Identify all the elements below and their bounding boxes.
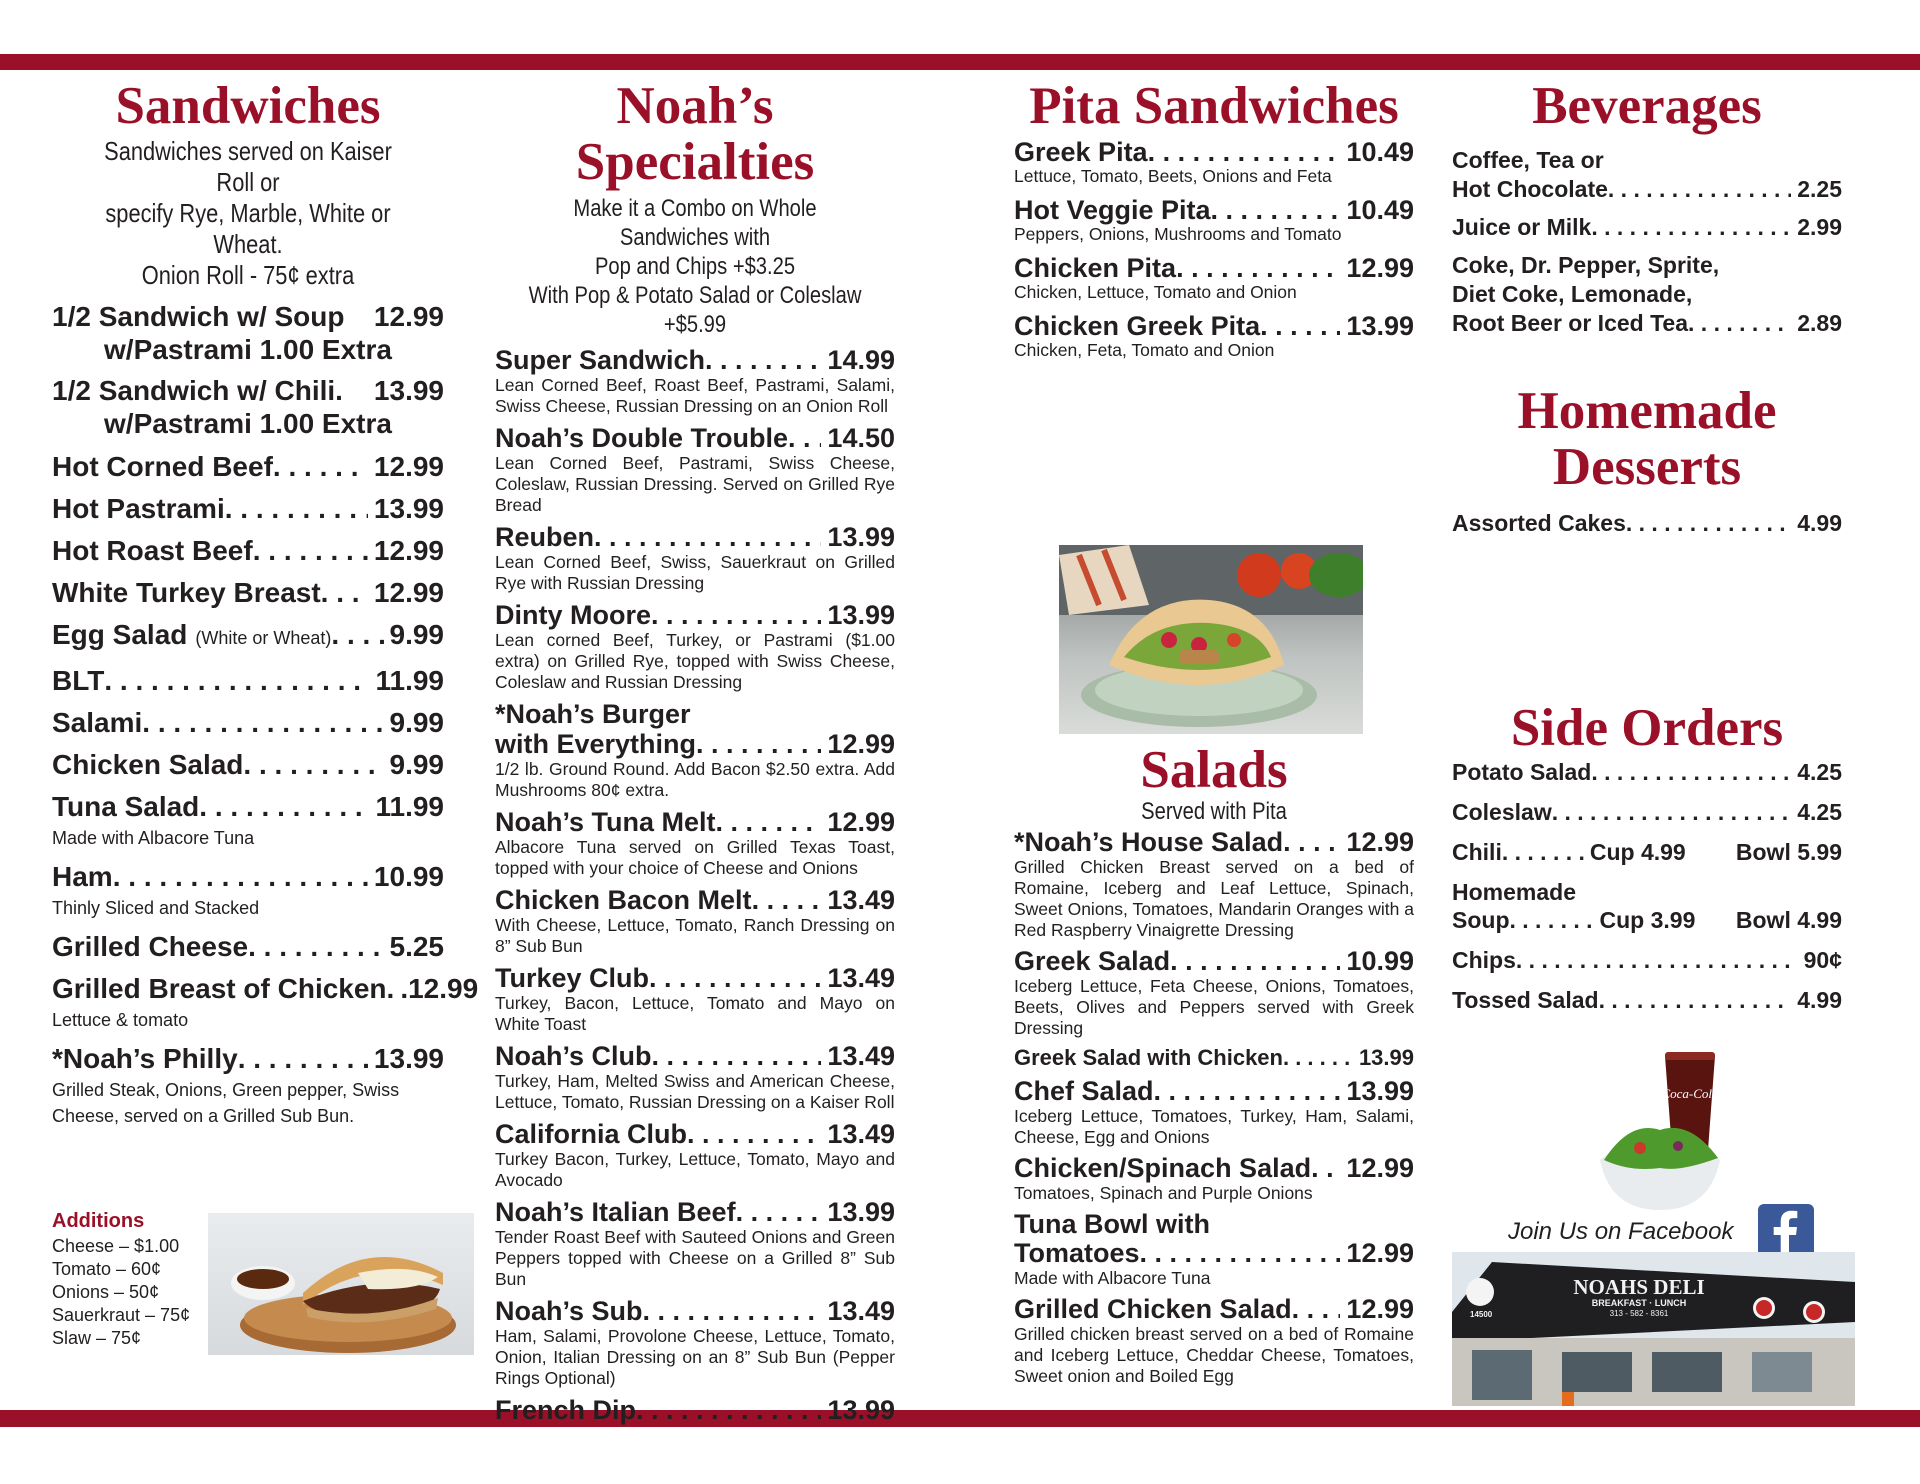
menu-item-price: 12.99: [1346, 253, 1414, 283]
menu-item-price: 9.99: [389, 707, 444, 738]
menu-item-description: Tomatoes, Spinach and Purple Onions: [1014, 1183, 1313, 1203]
menu-item: [52, 534, 444, 567]
leader-dots: [253, 534, 368, 567]
menu-item-price: 13.99: [1358, 1045, 1414, 1070]
menu-item-description: Turkey, Ham, Melted Swiss and American Cheese, Lettuce, Tomato, Russian Dressing on a Kaiser Roll: [495, 1071, 895, 1112]
leader-dots: [643, 1296, 822, 1326]
menu-item-name: Chicken/Spinach Salad: [1014, 1153, 1312, 1183]
menu-item-description: Grilled Chicken Breast served on a bed of Romaine, Iceberg and Leaf Lettuce, Spinach, Sweet Onions, Tomatoes, Mandarin Oranges with a Red Raspberry Vinaigrette Dressing: [1014, 857, 1414, 940]
menu-item: [52, 618, 444, 655]
dessert-item-cakes: Assorted Cakes . . . 4.99: [1452, 509, 1842, 537]
menu-item-name: Noah’s Double Trouble: [495, 423, 789, 453]
pita-photo: [1059, 545, 1363, 734]
menu-item-name: Reuben: [495, 522, 595, 552]
side-item-chips: Chips . . . 90¢: [1452, 946, 1842, 974]
menu-item-description: Grilled chicken breast served on a bed of Romaine and Iceberg Lettuce, Cheddar Cheese, Tomatoes, Sweet onion and Boiled Egg: [1014, 1324, 1414, 1386]
menu-item: [52, 930, 444, 963]
beverages-title: Beverages: [1532, 77, 1762, 135]
menu-item-price: 9.99: [389, 619, 444, 650]
menu-item: [1014, 254, 1414, 302]
salads-section: [1014, 742, 1414, 1387]
menu-item-price: 13.49: [827, 1296, 895, 1326]
menu-item: [52, 450, 444, 483]
leader-dots: [238, 1042, 368, 1075]
menu-item-name: Greek Salad with Chicken: [1014, 1045, 1283, 1070]
menu-item-name: *Noah’s Burger: [495, 699, 691, 729]
menu-item-price: 13.49: [827, 1041, 895, 1071]
menu-item-description: 1/2 lb. Ground Round. Add Bacon $2.50 extra. Add Mushrooms 80¢ extra.: [495, 759, 895, 800]
menu-item: [495, 807, 895, 879]
pita-title: Pita Sandwiches: [1029, 77, 1399, 135]
menu-item-price: 9.99: [389, 749, 444, 780]
side-item-tossed-salad: Tossed Salad . . . 4.99: [1452, 986, 1842, 1014]
desserts-title-line1: Homemade: [1517, 382, 1777, 440]
menu-item-price: 13.49: [827, 963, 895, 993]
menu-item-name: Chef Salad: [1014, 1076, 1154, 1106]
leader-dots: [696, 729, 821, 759]
side-item-coleslaw: Coleslaw . . . 4.25: [1452, 798, 1842, 826]
menu-item: [495, 345, 895, 417]
menu-item-price: 12.99: [1346, 1153, 1414, 1183]
menu-item: [495, 600, 895, 693]
leader-dots: [1176, 254, 1340, 282]
menu-item: [52, 748, 444, 781]
menu-item: [495, 423, 895, 516]
salads-title: Salads: [1140, 741, 1288, 799]
menu-item-price: 5.25: [389, 931, 444, 962]
specialties-list: [495, 345, 895, 1425]
menu-item-price: 13.99: [373, 493, 444, 524]
side-item-chili: Chili . . . Cup 4.99 Bowl 5.99: [1452, 838, 1842, 866]
leader-dots: [1148, 138, 1341, 166]
menu-item-description: With Cheese, Lettuce, Tomato, Ranch Dressing on 8” Sub Bun: [495, 915, 895, 956]
additions: Additions Cheese – $1.00 Tomato – 60¢ Onions – 50¢ Sauerkraut – 75¢ Slaw – 75¢: [52, 1210, 191, 1348]
menu-item-description: Iceberg Lettuce, Feta Cheese, Onions, Tomatoes, Beets, Olives and Peppers served with Greek Dressing: [1014, 976, 1414, 1038]
menu-item-name: Hot Pastrami: [52, 493, 225, 524]
leader-dots: [1311, 1154, 1340, 1183]
storefront-photo: [1452, 1252, 1855, 1406]
menu-item-price: 13.99: [373, 1043, 444, 1074]
leader-dots: [199, 790, 369, 823]
sandwiches-subtitle: Sandwiches served on Kaiser Roll or specify Rye, Marble, White or Wheat. Onion Roll - 75¢ extra: [104, 136, 392, 290]
leader-dots: [331, 618, 383, 651]
menu-item-description: Lettuce & tomato: [52, 1010, 189, 1030]
leader-dots: [594, 522, 821, 552]
menu-item: [1014, 1045, 1414, 1071]
menu-item-price: 13.49: [827, 885, 895, 915]
specialties-subtitle: Make it a Combo on Whole Sandwiches with Pop and Chips +$3.25 With Pop & Potato Salad or Coleslaw +$5.99: [528, 195, 862, 338]
menu-item-name: Chicken Bacon Melt: [495, 885, 752, 915]
menu-item-name: Ham: [52, 861, 113, 892]
menu-item: [495, 522, 895, 594]
menu-item-price: 12.99: [373, 535, 444, 566]
leader-dots: [705, 345, 821, 375]
menu-item: [52, 664, 444, 697]
salads-list: [1014, 828, 1414, 1387]
menu-item: [52, 790, 444, 851]
menu-item-description: Albacore Tuna served on Grilled Texas Toast, topped with your choice of Cheese and Onions: [495, 837, 895, 878]
menu-item-price: 13.99: [827, 1197, 895, 1227]
menu-item: [52, 972, 479, 1033]
menu-item-price: 10.49: [1346, 137, 1414, 167]
menu-item-name: Noah’s Tuna Melt: [495, 807, 716, 837]
menu-item-name: Noah’s Italian Beef: [495, 1197, 736, 1227]
menu-item: [52, 576, 444, 609]
menu-item: [495, 699, 895, 801]
sandwiches-title: Sandwiches: [115, 77, 381, 135]
menu-item-name: Noah’s Sub: [495, 1296, 643, 1326]
menu-item-description: Chicken, Lettuce, Tomato and Onion: [1014, 282, 1297, 302]
leader-dots: [104, 664, 369, 697]
menu-item-name: Greek Pita: [1014, 137, 1148, 167]
svg-text:Coca-Cola: Coca-Cola: [1661, 1086, 1719, 1101]
menu-item: [1014, 312, 1414, 360]
leader-dots: [321, 576, 368, 609]
menu-item-price: 12.99: [1346, 1238, 1414, 1268]
menu-item-description: Made with Albacore Tuna: [52, 828, 255, 848]
leader-dots: [113, 860, 368, 893]
menu-item-price: 12.99: [1346, 827, 1414, 857]
menu-item-name: White Turkey Breast: [52, 577, 321, 608]
leader-dots: [243, 748, 383, 781]
menu-item: [52, 492, 444, 525]
leader-dots: [1283, 1045, 1353, 1071]
menu-item-description: Ham, Salami, Provolone Cheese, Lettuce, Tomato, Onion, Italian Dressing on an 8” Sub Bun (Pepper Rings Optional): [495, 1326, 895, 1388]
leader-dots: [636, 1395, 821, 1425]
beverage-item-juice: Juice or Milk . . . 2.99: [1452, 213, 1842, 241]
menu-item-price: 12.99: [1346, 1294, 1414, 1324]
menu-item-description: Tender Roast Beef with Sauteed Onions and Green Peppers topped with Cheese on a Grilled 8” Sub Bun: [495, 1227, 895, 1289]
beverage-item-coffee: Coffee, Tea or Hot Chocolate . . . 2.25: [1452, 146, 1842, 203]
side-orders-title: Side Orders: [1510, 699, 1784, 757]
menu-item-name: Chicken Salad: [52, 749, 244, 780]
menu-item-price: 11.99: [375, 665, 444, 696]
menu-item-name: Salami: [52, 707, 143, 738]
sandwiches-section: [52, 77, 479, 1129]
leader-dots: [225, 492, 368, 525]
leader-dots: [248, 930, 383, 963]
menu-item-note: (White or Wheat): [195, 628, 332, 648]
french-dip-photo: [208, 1213, 474, 1355]
top-band: [0, 54, 1920, 70]
menu-item-description: Lean Corned Beef, Pastrami, Swiss Cheese, Coleslaw, Russian Dressing. Served on Grilled Rye Bread: [495, 453, 895, 515]
menu-item: [52, 1042, 444, 1129]
leader-dots: [1211, 196, 1341, 224]
leader-dots: [736, 1197, 822, 1227]
menu-item-price: 14.50: [827, 423, 895, 453]
menu-item-name: Hot Roast Beef: [52, 535, 253, 566]
menu-item-description: Lean Corned Beef, Swiss, Sauerkraut on Grilled Rye with Russian Dressing: [495, 552, 895, 593]
leader-dots: [1170, 947, 1340, 976]
menu-item-description: Lean Corned Beef, Roast Beef, Pastrami, Salami, Swiss Cheese, Russian Dressing on an Onion Roll: [495, 375, 895, 416]
menu-item-description: Turkey Bacon, Turkey, Lettuce, Tomato, Mayo and Avocado: [495, 1149, 895, 1190]
menu-item-description: Lettuce, Tomato, Beets, Onions and Feta: [1014, 166, 1332, 186]
leader-dots: [788, 423, 821, 453]
leader-dots: [652, 1041, 822, 1071]
leader-dots: [752, 885, 822, 915]
leader-dots: [1260, 312, 1340, 340]
menu-item-description: Made with Albacore Tuna: [1014, 1268, 1211, 1288]
menu-item-name: Turkey Club: [495, 963, 650, 993]
menu-item-price: .12.99: [400, 973, 479, 1004]
facebook-text: Join Us on Facebook: [1508, 1218, 1734, 1245]
menu-item-price: 13.99: [827, 600, 895, 630]
menu-item-name: Tomatoes: [1014, 1238, 1140, 1268]
menu-item-name: California Club: [495, 1119, 688, 1149]
menu-item-price: 13.99: [827, 1395, 895, 1425]
leader-dots: [273, 450, 368, 483]
side-item-potato-salad: Potato Salad . . . 4.25: [1452, 758, 1842, 786]
menu-item-name: *Noah’s House Salad: [1014, 827, 1284, 857]
menu-item: [1014, 1077, 1414, 1148]
menu-item-description: Peppers, Onions, Mushrooms and Tomato: [1014, 224, 1342, 244]
sandwich-list: [52, 450, 479, 1129]
salads-subtitle: Served with Pita: [1141, 798, 1287, 825]
pita-list: [1014, 138, 1414, 360]
menu-item-description: Chicken, Feta, Tomato and Onion: [1014, 340, 1275, 360]
leader-dots: [1154, 1077, 1341, 1106]
menu-item-name: Tuna Bowl with: [1014, 1209, 1210, 1239]
store-phone: 313 - 582 - 8361: [1609, 1309, 1669, 1318]
menu-item-price: 12.99: [827, 807, 895, 837]
menu-item: [495, 1296, 895, 1389]
menu-item-price: 12.99: [827, 729, 895, 759]
menu-item: [1014, 138, 1414, 186]
menu-item-name: Greek Salad: [1014, 946, 1171, 976]
beverage-item-soda: Coke, Dr. Pepper, Sprite, Diet Coke, Lemonade, Root Beer or Iced Tea . . . 2.89: [1452, 251, 1842, 337]
menu-item-name: Noah’s Club: [495, 1041, 652, 1071]
store-number: 14500: [1470, 1310, 1493, 1319]
leader-dots: [651, 600, 821, 630]
menu-item: [495, 885, 895, 957]
menu-item-name: Chicken Greek Pita: [1014, 311, 1261, 341]
menu-item-name: Dinty Moore: [495, 600, 652, 630]
menu-item-name: Egg Salad: [52, 619, 188, 650]
menu-item: [495, 1119, 895, 1191]
menu-item-name: Hot Corned Beef: [52, 451, 273, 482]
menu-item-name: Super Sandwich: [495, 345, 706, 375]
bottom-band: [0, 1410, 1920, 1427]
menu-item: [495, 1395, 895, 1425]
menu-item-price: 13.49: [827, 1119, 895, 1149]
menu-item-name: Grilled Cheese: [52, 931, 249, 962]
menu-item: [1014, 1295, 1414, 1387]
menu-item-name: Tuna Salad: [52, 791, 200, 822]
pita-section: [1014, 78, 1414, 360]
menu-item-name: Hot Veggie Pita: [1014, 195, 1211, 225]
menu-item-name: with Everything: [495, 729, 697, 759]
menu-item: [1014, 947, 1414, 1039]
menu-item: [495, 963, 895, 1035]
leader-dots: [649, 963, 821, 993]
leader-dots: [1292, 1295, 1341, 1324]
desserts-section: [1452, 383, 1842, 537]
leader-dots: [687, 1119, 821, 1149]
menu-item-price: 10.49: [1346, 195, 1414, 225]
menu-item: [1014, 1210, 1414, 1289]
menu-item-description: Grilled Steak, Onions, Green pepper, Swiss Cheese, served on a Grilled Sub Bun.: [52, 1080, 400, 1126]
menu-item-price: 11.99: [375, 791, 444, 822]
side-item-soup: Homemade Soup . . . Cup 3.99 Bowl 4.99: [1452, 878, 1842, 934]
leader-dots: [1140, 1239, 1341, 1268]
store-sign: NOAHS DELI: [1573, 1275, 1705, 1299]
menu-item-price: 12.99: [373, 577, 444, 608]
salad-and-cola-photo: [1590, 1050, 1740, 1220]
menu-item-half-chili: 1/2 Sandwich w/ Chili. 13.99 w/Pastrami 1.00 Extra: [52, 375, 444, 439]
menu-item-name: French Dip: [495, 1395, 637, 1425]
menu-item: [1014, 828, 1414, 941]
menu-item-name: BLT: [52, 665, 105, 696]
leader-dots: [1283, 828, 1340, 857]
side-orders-section: [1452, 700, 1842, 1014]
menu-item-name: Chicken Pita: [1014, 253, 1177, 283]
specialties-title: Noah’s Specialties: [575, 77, 815, 191]
menu-item: [52, 706, 444, 739]
menu-item: [1014, 1154, 1414, 1204]
leader-dots: [716, 807, 822, 837]
beverages-section: [1452, 78, 1842, 537]
menu-item-price: 13.99: [827, 522, 895, 552]
menu-item: [1014, 196, 1414, 244]
menu-item-half-soup: 1/2 Sandwich w/ Soup 12.99 w/Pastrami 1.00 Extra: [52, 301, 444, 365]
menu-item-description: Lean corned Beef, Turkey, or Pastrami ($1.00 extra) on Grilled Rye, topped with Swiss Cheese, Coleslaw and Russian Dressing: [495, 630, 895, 692]
menu-item: [52, 860, 444, 921]
leader-dots: [142, 706, 383, 739]
store-sign-sub: BREAKFAST · LUNCH: [1591, 1298, 1687, 1308]
menu-item: [495, 1041, 895, 1113]
menu-item-price: 12.99: [373, 451, 444, 482]
menu-item-name: Grilled Chicken Salad: [1014, 1294, 1292, 1324]
menu-item-description: Thinly Sliced and Stacked: [52, 898, 260, 918]
menu-item-description: Turkey, Bacon, Lettuce, Tomato and Mayo on White Toast: [495, 993, 895, 1034]
menu-item-price: 13.99: [1346, 311, 1414, 341]
menu-item-name: Grilled Breast of Chicken.: [52, 973, 395, 1004]
menu-item-price: 10.99: [373, 861, 444, 892]
menu-item-price: 13.99: [1346, 1076, 1414, 1106]
menu-item-description: Iceberg Lettuce, Tomatoes, Turkey, Ham, Salami, Cheese, Egg and Onions: [1014, 1106, 1414, 1147]
menu-item-name: *Noah’s Philly: [52, 1043, 238, 1074]
specialties-section: [495, 78, 895, 1425]
menu-item-price: 14.99: [827, 345, 895, 375]
menu-item: [495, 1197, 895, 1290]
menu-item-price: 10.99: [1346, 946, 1414, 976]
desserts-title-line2: Desserts: [1552, 438, 1742, 496]
